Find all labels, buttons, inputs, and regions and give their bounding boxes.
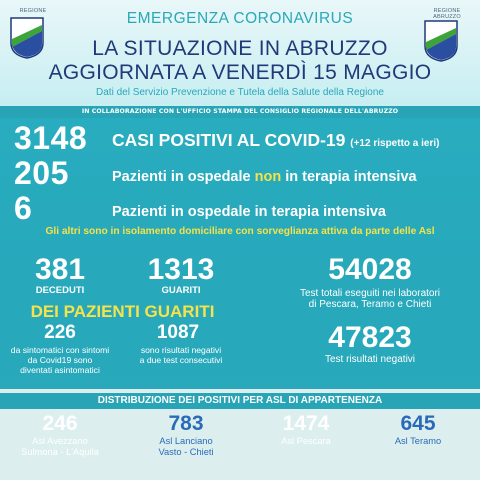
tests-total-caption-line2: di Pescara, Teramo e Chieti [308, 299, 432, 310]
tests-total-value: 54028 [328, 253, 412, 286]
page-title-line1: LA SITUAZIONE IN ABRUZZO [92, 37, 388, 60]
hospital-label-pre: Pazienti in ospedale [112, 169, 255, 185]
asymptomatic-caption-line1: da sintomatici con sintomi [10, 345, 110, 355]
icu-value: 6 [14, 190, 33, 226]
negative-tests-caption-line2: a due test consecutivi [139, 355, 223, 365]
hospital-label-post: in terapia intensiva [281, 169, 417, 185]
asl-name-line2: Vasto - Chieti [158, 447, 214, 457]
negative-tests-caption-line1: sono risultati negativi [140, 345, 222, 355]
hospital-value: 205 [14, 155, 69, 191]
asl-name-line1: Asl Lanciano [159, 436, 213, 446]
recovered-value: 1313 [147, 253, 215, 286]
asl-value: 1474 [282, 412, 330, 435]
asl-value: 645 [400, 412, 436, 435]
page-title-line2: AGGIORNATA A VENERDÌ 15 MAGGIO [48, 61, 432, 84]
crest-left-line1: REGIONE [19, 8, 47, 14]
tests-negative-caption: Test risultati negativi [324, 354, 416, 365]
negative-tests-recovered-value: 1087 [156, 322, 200, 343]
asl-item [256, 412, 356, 447]
tests-negative-value: 47823 [328, 321, 412, 354]
asl-item [368, 412, 468, 447]
asl-name-line1: Asl Teramo [394, 436, 442, 446]
hospital-label [112, 169, 417, 185]
tests-total-caption [260, 288, 480, 310]
asl-value: 783 [168, 412, 204, 435]
asl-item [136, 412, 236, 458]
asl-item [10, 412, 110, 458]
collaboration-banner: IN COLLABORAZIONE CON L'UFFICIO STAMPA DEL CONSIGLIO REGIONALE DELL'ABRUZZO [0, 106, 480, 118]
asl-name-line1: Asl Pescara [281, 436, 331, 446]
recovered-label: GUARITI [161, 285, 201, 296]
page-subtitle: Dati del Servizio Prevenzione e Tutela della Salute della Regione [96, 87, 384, 98]
crest-right-line1: REGIONE [433, 8, 461, 14]
tests-total-caption-line1: Test totali eseguiti nei laboratori [299, 288, 441, 299]
isolation-note: Gli altri sono in isolamento domiciliare con sorveglianza attiva da parte delle Asl [45, 226, 435, 237]
asymptomatic-value: 226 [44, 322, 76, 343]
positive-cases-delta: (+12 rispetto a ieri) [350, 138, 440, 149]
asl-value: 246 [42, 412, 78, 435]
asymptomatic-caption-line2: da Covid19 sono [27, 355, 93, 365]
icu-label: Pazienti in ospedale in terapia intensiva [112, 204, 386, 220]
deceased-value: 381 [34, 253, 86, 286]
hospital-label-highlight: non [254, 169, 282, 185]
asymptomatic-caption [0, 345, 120, 375]
asl-name-line2: Sulmona - L'Aquila [21, 447, 99, 457]
positive-cases-value: 3148 [14, 120, 88, 156]
negative-tests-recovered-caption [118, 345, 244, 365]
asl-distribution-title: DISTRIBUZIONE DEI POSITIVI PER ASL DI APPARTENENZA [0, 393, 480, 409]
crest-right-line2: ABRUZZO [433, 14, 461, 20]
emergency-label: EMERGENZA CORONAVIRUS [126, 10, 354, 27]
asymptomatic-caption-line3: diventati asintomatici [20, 365, 100, 375]
deceased-label: DECEDUTI [35, 285, 85, 296]
positive-cases-label [112, 130, 439, 151]
asl-name-line1: Asl Avezzano [32, 436, 88, 446]
positive-cases-title: CASI POSITIVI AL COVID-19 [112, 130, 346, 150]
recovered-breakdown-title: DEI PAZIENTI GUARITI [30, 302, 215, 321]
